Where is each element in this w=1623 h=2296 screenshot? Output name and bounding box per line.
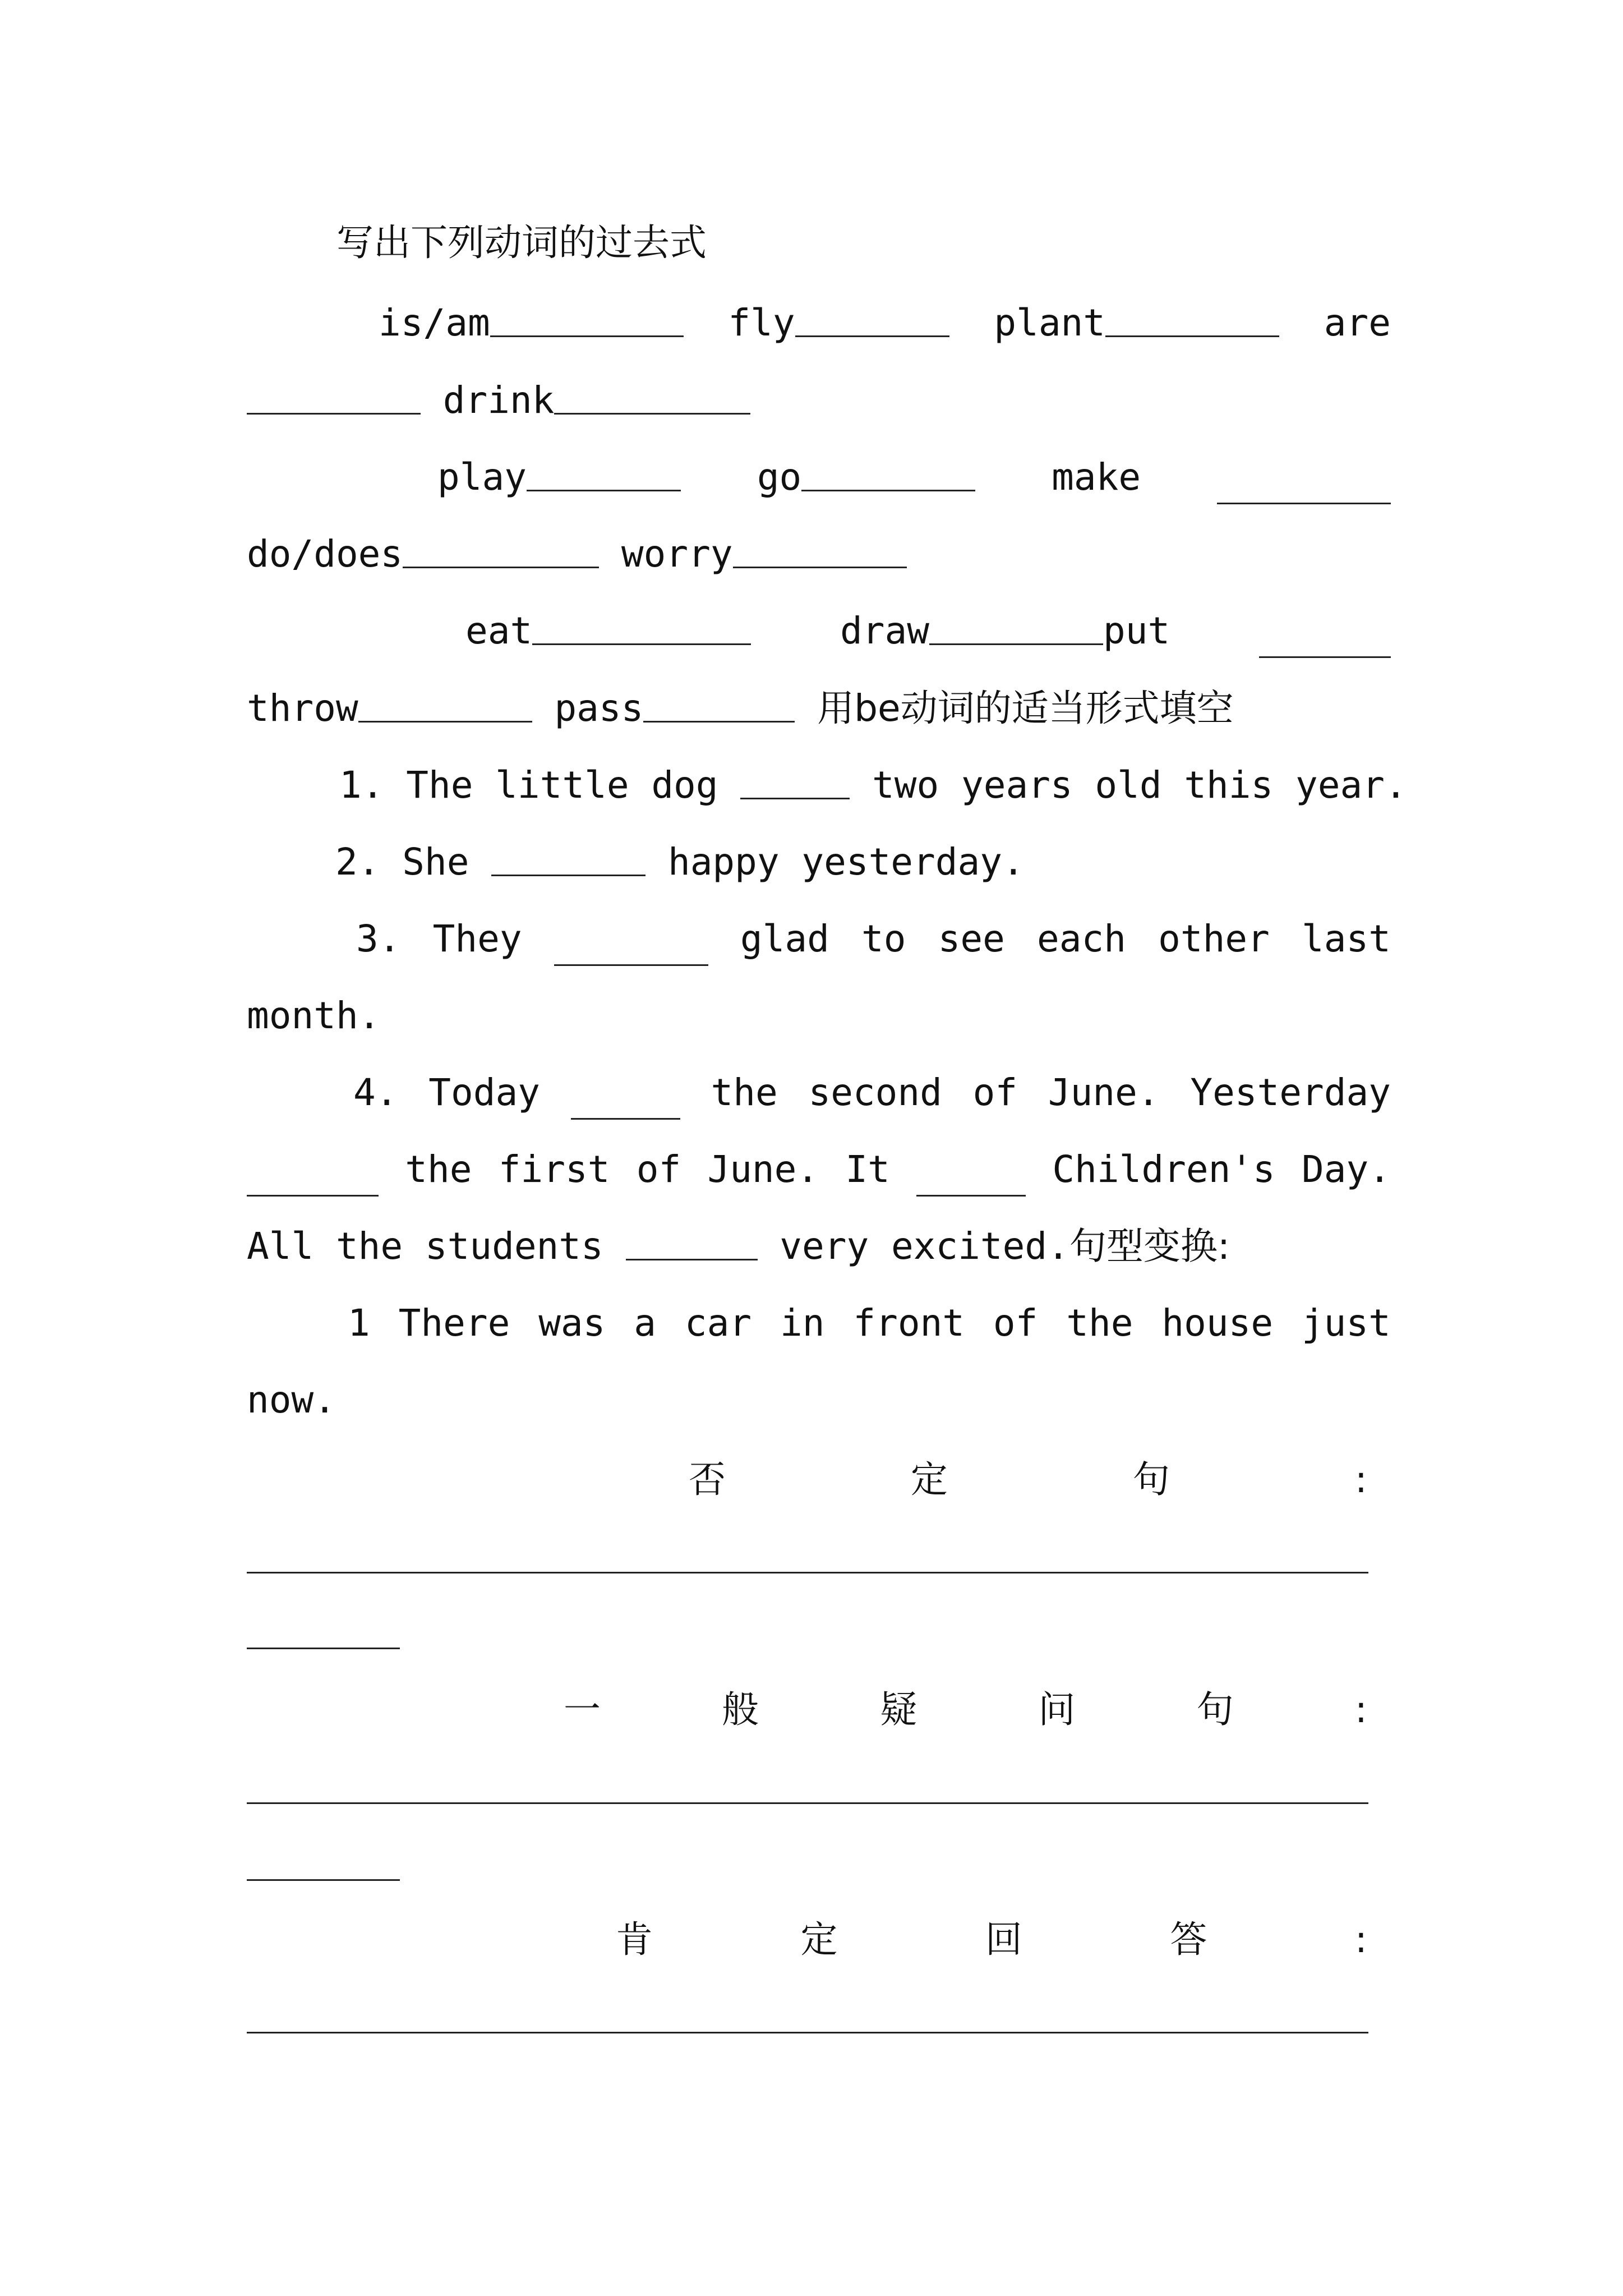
section-title-sentence-transform: 句型变换: bbox=[1069, 1225, 1230, 1268]
verb-row-1 bbox=[379, 296, 1391, 350]
answer-line-affirmative[interactable] bbox=[247, 2032, 1368, 2033]
be-question-3: 3. They glad to see each other last bbox=[356, 912, 1391, 966]
verb-item: plant bbox=[994, 296, 1279, 350]
answer-blank[interactable] bbox=[1217, 470, 1391, 504]
verb-row-1-cont: drink bbox=[247, 374, 1391, 427]
be-question-4-line-3: All the students very excited.句型变换: bbox=[247, 1225, 1230, 1268]
answer-blank[interactable] bbox=[554, 931, 708, 966]
be-question-4-line-2: the first of June. It Children's Day. bbox=[247, 1143, 1391, 1197]
section-title-be-verbs: 用be动词的适当形式填空 bbox=[817, 687, 1234, 730]
prompt-general-question: 一 般 疑 问 句 : bbox=[564, 1688, 1367, 1731]
answer-blank[interactable] bbox=[490, 302, 684, 337]
verb-row-3 bbox=[465, 604, 1391, 658]
answer-line-negative[interactable] bbox=[247, 1572, 1368, 1573]
verb-item: play bbox=[437, 450, 681, 504]
verb-row-2 bbox=[437, 450, 1391, 504]
verb-item: go bbox=[757, 450, 975, 504]
verb-row-2-cont: do/does worry bbox=[247, 527, 1391, 581]
answer-blank[interactable] bbox=[626, 1226, 758, 1260]
verb-item: are bbox=[1324, 301, 1391, 344]
answer-blank[interactable] bbox=[358, 688, 532, 723]
answer-line-negative-cont[interactable] bbox=[247, 1648, 400, 1649]
answer-blank[interactable] bbox=[532, 610, 751, 645]
answer-blank[interactable] bbox=[916, 1162, 1026, 1197]
answer-blank[interactable] bbox=[1105, 302, 1279, 337]
answer-blank[interactable] bbox=[801, 457, 975, 491]
transform-question-1-cont: now. bbox=[247, 1378, 336, 1421]
answer-line-question[interactable] bbox=[247, 1802, 1368, 1804]
answer-blank[interactable] bbox=[571, 1085, 680, 1120]
verb-item: is/am bbox=[379, 296, 684, 350]
answer-blank[interactable] bbox=[740, 765, 850, 799]
verb-item: draw put bbox=[840, 609, 1170, 652]
answer-blank[interactable] bbox=[247, 380, 421, 415]
be-question-4: 4. Today the second of June. Yesterday bbox=[353, 1066, 1391, 1120]
be-question-1: 1. The little dog two years old this year. bbox=[339, 763, 1407, 807]
section-title-past-tense: 写出下列动词的过去式 bbox=[336, 221, 707, 264]
verb-item: fly bbox=[728, 296, 949, 350]
verb-item: eat bbox=[465, 604, 751, 658]
answer-blank[interactable] bbox=[491, 841, 645, 876]
answer-blank[interactable] bbox=[1259, 623, 1391, 658]
verb-row-3-cont: throw pass 用be动词的适当形式填空 bbox=[247, 687, 1234, 730]
answer-blank[interactable] bbox=[554, 380, 750, 415]
transform-question-1: 1 There was a car in front of the house just bbox=[348, 1301, 1391, 1345]
answer-blank[interactable] bbox=[247, 1162, 379, 1197]
answer-blank[interactable] bbox=[403, 533, 599, 568]
answer-line-question-cont[interactable] bbox=[247, 1879, 400, 1881]
answer-blank[interactable] bbox=[795, 302, 949, 337]
prompt-affirmative-answer: 肯 定 回 答 : bbox=[616, 1918, 1367, 1961]
be-question-2: 2. She happy yesterday. bbox=[335, 840, 1025, 884]
prompt-negative-sentence: 否 定 句 : bbox=[689, 1458, 1367, 1501]
be-question-3-cont: month. bbox=[247, 994, 381, 1037]
answer-blank[interactable] bbox=[527, 457, 681, 491]
answer-blank[interactable] bbox=[643, 688, 795, 723]
answer-blank[interactable] bbox=[929, 610, 1103, 645]
verb-item: make bbox=[1052, 455, 1141, 499]
answer-blank[interactable] bbox=[733, 533, 907, 568]
